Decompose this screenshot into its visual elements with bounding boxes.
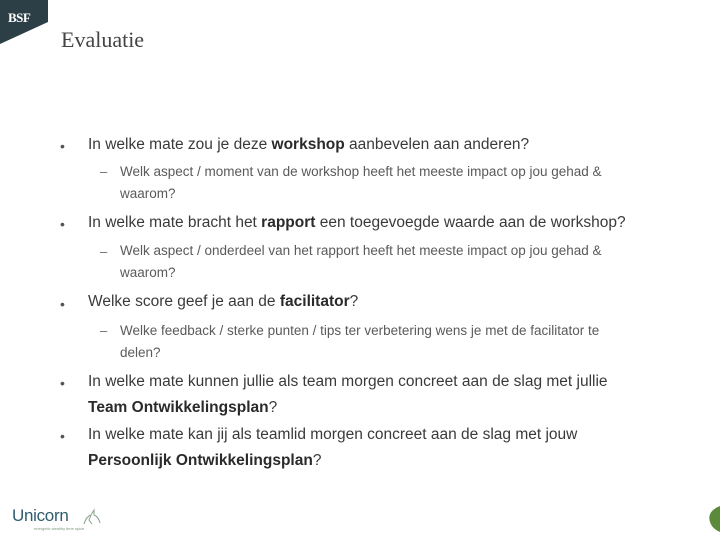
sub-dash: – — [100, 323, 108, 338]
bullet: • — [60, 138, 65, 154]
bullet: • — [60, 428, 65, 444]
sub-question-1: Welk aspect / moment van de workshop heeft het meeste impact op jou gehad & waarom? — [120, 164, 602, 201]
sub-question-2: Welk aspect / onderdeel van het rapport heeft het meeste impact op jou gehad & waarom? — [120, 243, 602, 280]
sub-dash: – — [100, 164, 108, 179]
sub-question-3: Welke feedback / sterke punten / tips ter verbetering wens je met de facilitator te delen? — [120, 323, 600, 360]
footer-logo-text: Unicorn — [12, 506, 69, 525]
question-2-keyword: rapport — [261, 214, 316, 231]
question-1-keyword: workshop — [271, 136, 345, 153]
bullet: • — [60, 216, 65, 232]
brand-logo — [0, 0, 48, 44]
question-3-keyword: facilitator — [279, 293, 350, 310]
bullet: • — [60, 296, 65, 312]
question-2: In welke mate bracht het rapport een toegevoegde waarde aan de workshop? — [88, 214, 626, 231]
question-4-keyword: Team Ontwikkelingsplan — [88, 399, 269, 416]
footer-logo — [12, 506, 102, 534]
bullet: • — [60, 375, 65, 391]
question-5: In welke mate kan jij als teamlid morgen concreet aan de slag met jouw Persoonlijk Ontwikkelingsplan? — [88, 426, 578, 469]
brand-logo-text: BSF — [8, 10, 31, 25]
leaf-icon — [706, 506, 720, 537]
sub-dash: – — [100, 244, 108, 259]
footer-tagline: energetic wealthy time spice — [34, 526, 85, 531]
unicorn-icon — [82, 508, 102, 531]
question-3: Welke score geef je aan de facilitator? — [88, 293, 359, 310]
page-title: Evaluatie — [61, 27, 145, 52]
question-5-keyword: Persoonlijk Ontwikkelingsplan — [88, 452, 313, 469]
question-1: In welke mate zou je deze workshop aanbevelen aan anderen? — [88, 136, 530, 153]
question-4: In welke mate kunnen jullie als team morgen concreet aan de slag met jullie Team Ontwikkelingsplan? — [88, 373, 608, 416]
